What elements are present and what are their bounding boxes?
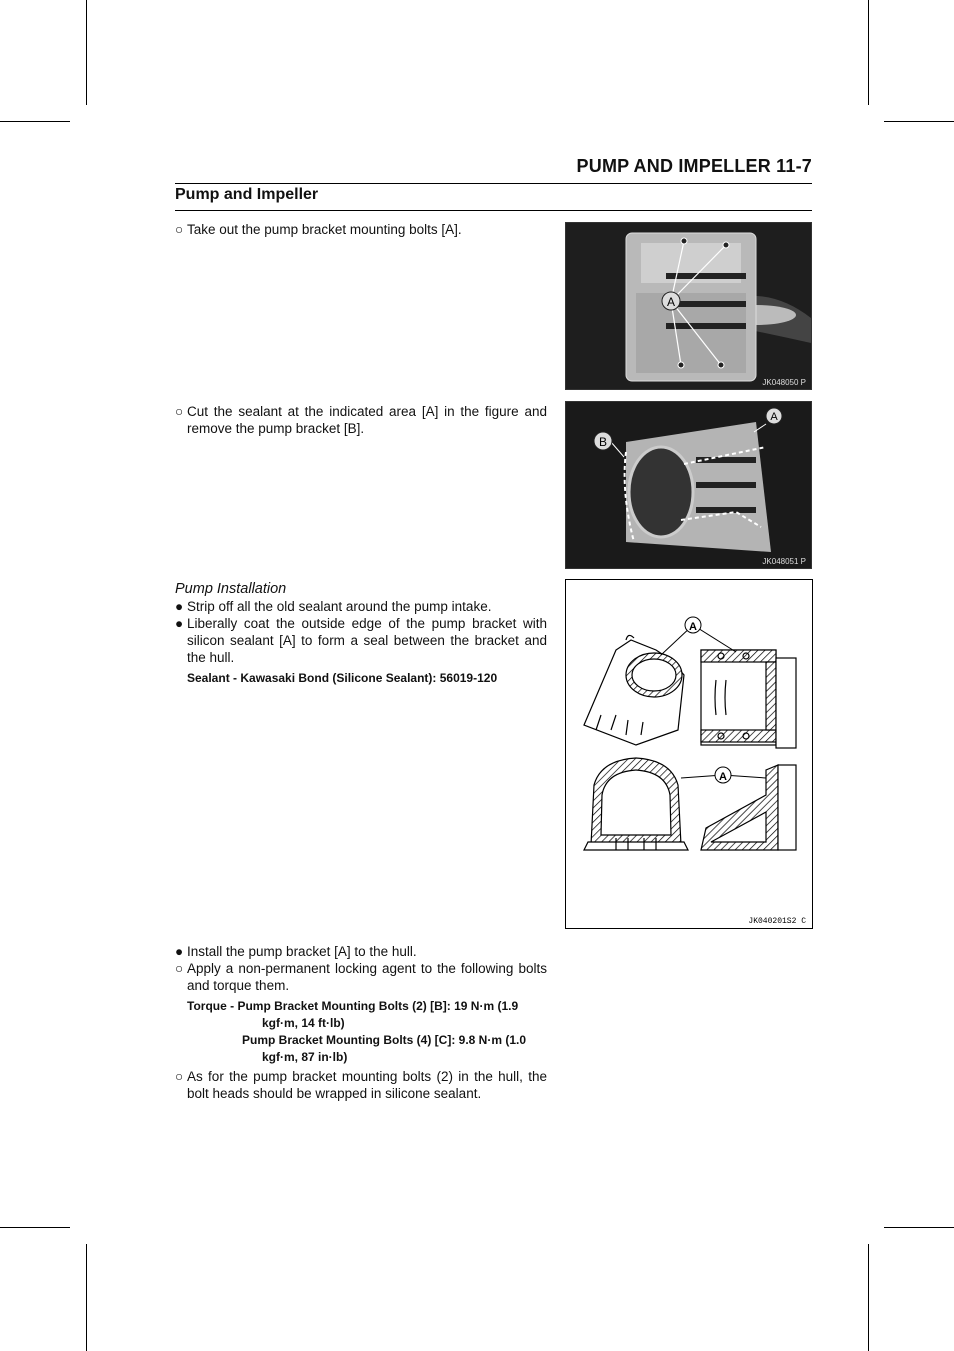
- callout-a: A: [689, 621, 697, 633]
- step-cut-sealant: [175, 403, 547, 437]
- torque-line: Torque - Pump Bracket Mounting Bolts (2) [B]: 19 N·m (1.9: [187, 999, 519, 1013]
- section-title: Pump and Impeller: [175, 186, 319, 203]
- open-circle-marker: ○: [175, 1069, 184, 1084]
- pump-installation-section: [175, 581, 547, 687]
- open-circle-marker: ○: [175, 222, 184, 237]
- step-text: Cut the sealant at the indicated area [A] in the figure and remove the pump bracket [B].: [187, 404, 547, 436]
- figure-code: JK048050 P: [762, 378, 806, 387]
- step-text: Install the pump bracket [A] to the hull.: [187, 944, 417, 959]
- list-item: [175, 598, 547, 615]
- callout-a: A: [719, 771, 727, 783]
- crop-mark: [884, 1227, 954, 1228]
- callout-a: A: [770, 411, 778, 423]
- torque-line: kgf·m, 14 ft·lb): [262, 1016, 345, 1030]
- bullet-marker: ●: [175, 616, 184, 631]
- header-rule: [175, 183, 812, 184]
- crop-mark: [0, 121, 70, 122]
- step-text: Take out the pump bracket mounting bolts [A].: [187, 222, 462, 237]
- crop-mark: [0, 1227, 70, 1228]
- crop-mark: [86, 0, 87, 105]
- torque-line: kgf·m, 87 in·lb): [262, 1050, 348, 1064]
- list-item: [175, 221, 547, 238]
- list-item: [175, 1068, 547, 1102]
- sealant-spec: Sealant - Kawasaki Bond (Silicone Sealant): 56019-120: [187, 671, 498, 685]
- crop-mark: [868, 0, 869, 105]
- list-item: [175, 615, 547, 666]
- crop-mark: [868, 1244, 869, 1351]
- callout-a: A: [666, 295, 676, 309]
- photo-pump-bracket-bolts: [565, 222, 812, 390]
- crop-mark: [884, 121, 954, 122]
- bullet-marker: ●: [175, 944, 184, 959]
- crop-mark: [86, 1244, 87, 1351]
- list-item: [175, 960, 547, 994]
- callout-b: B: [598, 435, 608, 449]
- list-item: [175, 943, 547, 960]
- subsection-heading: Pump Installation: [175, 581, 287, 597]
- figure-code: JK040201S2 C: [748, 917, 806, 926]
- section-rule: [175, 210, 812, 211]
- bullet-marker: ●: [175, 599, 184, 614]
- step-remove-bolts: [175, 221, 547, 238]
- torque-line: Pump Bracket Mounting Bolts (4) [C]: 9.8 N·m (1.0: [242, 1033, 527, 1047]
- sealant-application-diagram: [565, 579, 813, 929]
- open-circle-marker: ○: [175, 961, 184, 976]
- step-text: Liberally coat the outside edge of the pump bracket with silicon sealant [A] to form a seal between the bracket and the hull.: [187, 616, 547, 665]
- step-text: Apply a non-permanent locking agent to the following bolts and torque them.: [187, 961, 547, 993]
- photo-sealant-cut-area: [565, 401, 812, 569]
- install-bracket-section: [175, 943, 547, 1102]
- step-text: As for the pump bracket mounting bolts (2) in the hull, the bolt heads should be wrapped in silicone sealant.: [187, 1069, 547, 1101]
- figure-code: JK048051 P: [762, 557, 806, 566]
- torque-spec: [175, 998, 547, 1066]
- open-circle-marker: ○: [175, 404, 184, 419]
- list-item: [175, 403, 547, 437]
- page-title: PUMP AND IMPELLER 11-7: [576, 156, 812, 176]
- step-text: Strip off all the old sealant around the pump intake.: [187, 599, 492, 614]
